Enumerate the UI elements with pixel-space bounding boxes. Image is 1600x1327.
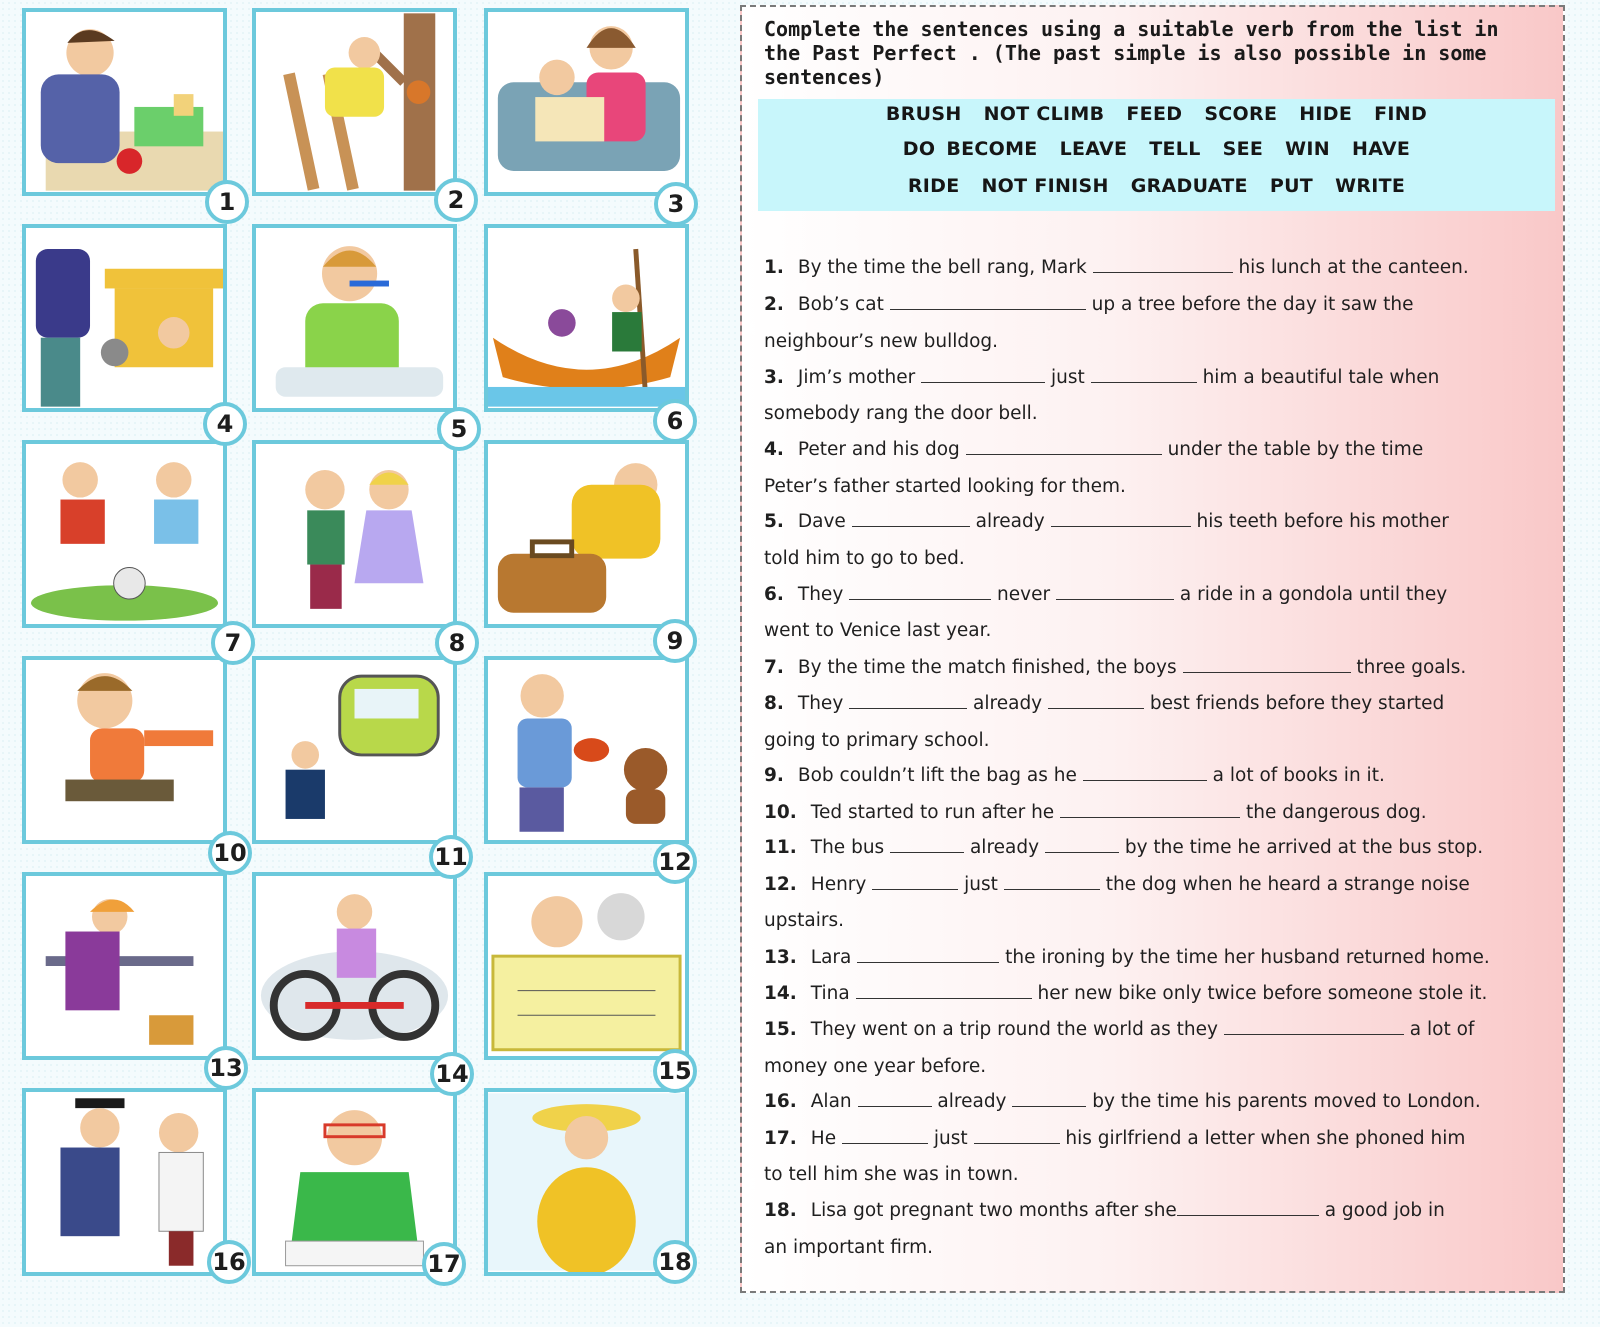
sentence-12-cont: upstairs.	[764, 910, 844, 931]
word: SCORE	[1204, 103, 1278, 125]
sentence-7: 7. By the time the match finished, the boys three goals.	[764, 657, 1467, 678]
word-row	[758, 138, 1555, 160]
sentence-6-cont: went to Venice last year.	[764, 620, 992, 641]
sentence-4: 4. Peter and his dog under the table by the time	[764, 439, 1424, 460]
picture-number: 9	[653, 619, 697, 663]
picture-15	[484, 872, 689, 1060]
picture-number: 15	[653, 1049, 697, 1093]
sentence-8: 8. They already best friends before they started	[764, 693, 1445, 714]
word: PUT	[1269, 175, 1314, 197]
answer-blank[interactable]	[890, 838, 964, 853]
picture-number: 2	[434, 178, 478, 222]
sentence-14: 14. Tina her new bike only twice before someone stole it.	[764, 983, 1488, 1004]
picture-number: 3	[654, 182, 698, 226]
sentence-18-cont: an important firm.	[764, 1237, 934, 1258]
answer-blank[interactable]	[1224, 1020, 1404, 1035]
picture-9	[484, 440, 689, 628]
answer-blank[interactable]	[890, 295, 1086, 310]
answer-blank[interactable]	[1183, 658, 1351, 673]
picture-number: 1	[205, 180, 249, 224]
answer-blank[interactable]	[1177, 1201, 1319, 1216]
answer-blank[interactable]	[921, 368, 1045, 383]
word: DO	[902, 138, 936, 160]
sentence-15: 15. They went on a trip round the world as they a lot of	[764, 1019, 1475, 1040]
picture-13	[22, 872, 227, 1060]
sentence-5-cont: told him to go to bed.	[764, 548, 965, 569]
sentence-2-cont: neighbour’s new bulldog.	[764, 331, 999, 352]
picture-number: 11	[429, 835, 473, 879]
word: NOT FINISH	[981, 175, 1109, 197]
answer-blank[interactable]	[1004, 875, 1100, 890]
word-row	[758, 103, 1555, 125]
word: SEE	[1222, 138, 1264, 160]
sentence-11: 11. The bus already by the time he arrived at the bus stop.	[764, 837, 1484, 858]
sentence-18: 18. Lisa got pregnant two months after she a good job in	[764, 1200, 1445, 1221]
answer-blank[interactable]	[858, 1092, 932, 1107]
picture-number: 4	[203, 402, 247, 446]
sentence-13: 13. Lara the ironing by the time her husband returned home.	[764, 947, 1490, 968]
answer-blank[interactable]	[1051, 512, 1191, 527]
picture-number: 6	[653, 399, 697, 443]
word: LEAVE	[1059, 138, 1128, 160]
answer-blank[interactable]	[1012, 1092, 1086, 1107]
word: HIDE	[1299, 103, 1353, 125]
answer-blank[interactable]	[849, 585, 991, 600]
sentence-5: 5. Dave already his teeth before his mother	[764, 511, 1449, 532]
sentence-4-cont: Peter’s father started looking for them.	[764, 476, 1126, 497]
picture-6	[484, 224, 689, 412]
answer-blank[interactable]	[966, 440, 1162, 455]
answer-blank[interactable]	[974, 1129, 1060, 1144]
picture-number: 18	[653, 1240, 697, 1284]
word: HAVE	[1352, 138, 1411, 160]
picture-1	[22, 8, 227, 196]
picture-number: 16	[207, 1240, 251, 1284]
sentence-3-cont: somebody rang the door bell.	[764, 403, 1038, 424]
word: FEED	[1126, 103, 1183, 125]
word-row	[758, 175, 1555, 197]
sentence-16: 16. Alan already by the time his parents moved to London.	[764, 1091, 1481, 1112]
answer-blank[interactable]	[1091, 368, 1197, 383]
answer-blank[interactable]	[1045, 838, 1119, 853]
answer-blank[interactable]	[1056, 585, 1174, 600]
sentence-17: 17. He just his girlfriend a letter when she phoned him	[764, 1128, 1466, 1149]
answer-blank[interactable]	[1093, 258, 1233, 273]
picture-4	[22, 224, 227, 412]
word-list-box	[758, 99, 1555, 211]
picture-8	[252, 440, 457, 628]
word: WRITE	[1335, 175, 1406, 197]
answer-blank[interactable]	[857, 948, 999, 963]
picture-number: 7	[211, 621, 255, 665]
answer-blank[interactable]	[852, 512, 970, 527]
word: GRADUATE	[1130, 175, 1248, 197]
sentence-8-cont: going to primary school.	[764, 730, 990, 751]
picture-number: 12	[653, 840, 697, 884]
picture-number: 5	[437, 407, 481, 451]
word: FIND	[1374, 103, 1428, 125]
answer-blank[interactable]	[842, 1129, 928, 1144]
picture-14	[252, 872, 457, 1060]
picture-number: 14	[430, 1052, 474, 1096]
picture-16	[22, 1088, 227, 1276]
word: NOT CLIMB	[983, 103, 1105, 125]
sentence-10: 10. Ted started to run after he the dangerous dog.	[764, 802, 1427, 823]
answer-blank[interactable]	[1048, 694, 1144, 709]
answer-blank[interactable]	[1083, 766, 1207, 781]
exercise-panel	[740, 5, 1565, 1293]
word: BECOME	[946, 138, 1038, 160]
word: TELL	[1149, 138, 1201, 160]
sentence-6: 6. They never a ride in a gondola until they	[764, 584, 1448, 605]
picture-11	[252, 656, 457, 844]
picture-7	[22, 440, 227, 628]
answer-blank[interactable]	[872, 875, 958, 890]
sentence-17-cont: to tell him she was in town.	[764, 1164, 1019, 1185]
answer-blank[interactable]	[1060, 803, 1240, 818]
word: RIDE	[907, 175, 960, 197]
sentence-2: 2. Bob’s cat up a tree before the day it saw the	[764, 294, 1414, 315]
picture-10	[22, 656, 227, 844]
picture-number: 10	[208, 831, 252, 875]
answer-blank[interactable]	[849, 694, 967, 709]
picture-12	[484, 656, 689, 844]
picture-5	[252, 224, 457, 412]
sentence-1: 1. By the time the bell rang, Mark his lunch at the canteen.	[764, 257, 1469, 278]
picture-2	[252, 8, 457, 196]
sentence-9: 9. Bob couldn’t lift the bag as he a lot of books in it.	[764, 765, 1385, 786]
word: WIN	[1285, 138, 1330, 160]
picture-3	[484, 8, 689, 196]
picture-number: 17	[422, 1242, 466, 1286]
word: BRUSH	[885, 103, 962, 125]
answer-blank[interactable]	[856, 984, 1032, 999]
sentence-12: 12. Henry just the dog when he heard a strange noise	[764, 874, 1470, 895]
picture-number: 8	[435, 621, 479, 665]
sentence-15-cont: money one year before.	[764, 1056, 987, 1077]
picture-17	[252, 1088, 457, 1276]
picture-number: 13	[204, 1046, 248, 1090]
sentence-3: 3. Jim’s mother just him a beautiful tale when	[764, 367, 1440, 388]
instructions: Complete the sentences using a suitable verb from the list in the Past Perfect . (The past simple is also possible in some sentences)	[764, 17, 1499, 89]
